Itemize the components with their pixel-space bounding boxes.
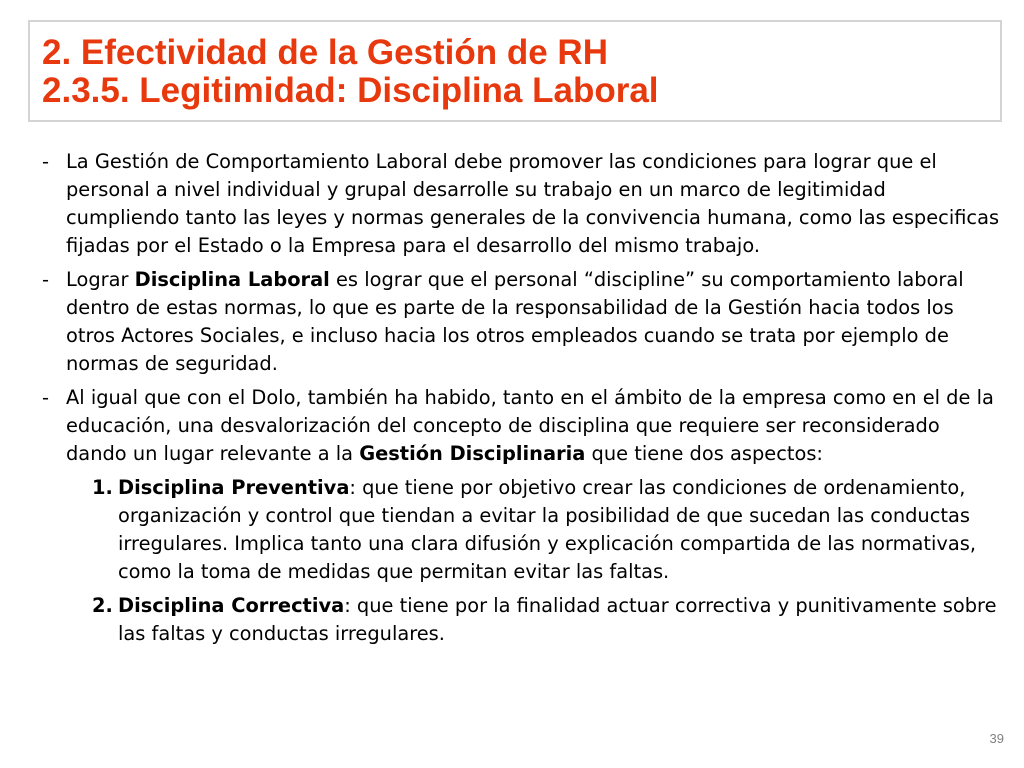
bullet-item xyxy=(42,148,1002,260)
bullet-text: La Gestión de Comportamiento Laboral debe promover las condiciones para lograr que el personal a nivel individual y grupal desarrolle su trabajo en un marco de legitimidad cumpliendo tanto las leyes y normas generales de la convivencia humana, como las especificas fijadas por el Estado o la Empresa para el desarrollo del mismo trabajo. xyxy=(66,150,1000,257)
bullet-text-before: Lograr xyxy=(66,268,129,291)
item-heading: Disciplina Correctiva xyxy=(118,594,345,617)
slide-title-line-2: 2.3.5. Legitimidad: Disciplina Laboral xyxy=(42,71,659,110)
item-heading: Disciplina Preventiva xyxy=(118,476,350,499)
item-text: : que tiene por objetivo crear las condiciones de ordenamiento, organización y control que tiendan a evitar la posibilidad de que sucedan las conductas irregulares. Implica tanto una clara difusión y explicación compartida de las normativas, como la toma de medidas que permitan evitar las faltas. xyxy=(118,476,976,583)
bullet-text-after: que tiene dos aspectos: xyxy=(591,442,823,465)
item-number: 1. xyxy=(92,476,113,499)
item-text: : que tiene por la finalidad actuar correctiva y punitivamente sobre las faltas y conductas irregulares. xyxy=(118,594,997,645)
numbered-item-correctiva xyxy=(42,592,1002,648)
bullet-marker: - xyxy=(42,386,49,409)
slide-body xyxy=(42,148,1002,654)
slide-title-line-1: 2. Efectividad de la Gestión de RH xyxy=(42,33,608,72)
bullet-text-bold: Disciplina Laboral xyxy=(134,268,330,291)
bullet-marker: - xyxy=(42,150,49,173)
bullet-marker: - xyxy=(42,268,49,291)
bullet-item xyxy=(42,266,1002,378)
slide-title-box xyxy=(28,20,1002,122)
numbered-item-preventiva xyxy=(42,474,1002,586)
item-number: 2. xyxy=(92,594,113,617)
page-number: 39 xyxy=(989,731,1004,746)
bullet-text-bold: Gestión Disciplinaria xyxy=(359,442,586,465)
bullet-text-before: Al igual que con el Dolo, también ha habido, tanto en el ámbito de la empresa como en el de la educación, una desvalorización del concepto de disciplina que requiere ser reconsiderado dando un lugar relevante a la xyxy=(66,386,994,465)
bullet-item xyxy=(42,384,1002,468)
bullet-text-after: es lograr que el personal “discipline” su comportamiento laboral dentro de estas normas, lo que es parte de la responsabilidad de la Gestión hacia todos los otros Actores Sociales, e incluso hacia los otros empleados cuando se trata por ejemplo de normas de seguridad. xyxy=(66,268,964,375)
